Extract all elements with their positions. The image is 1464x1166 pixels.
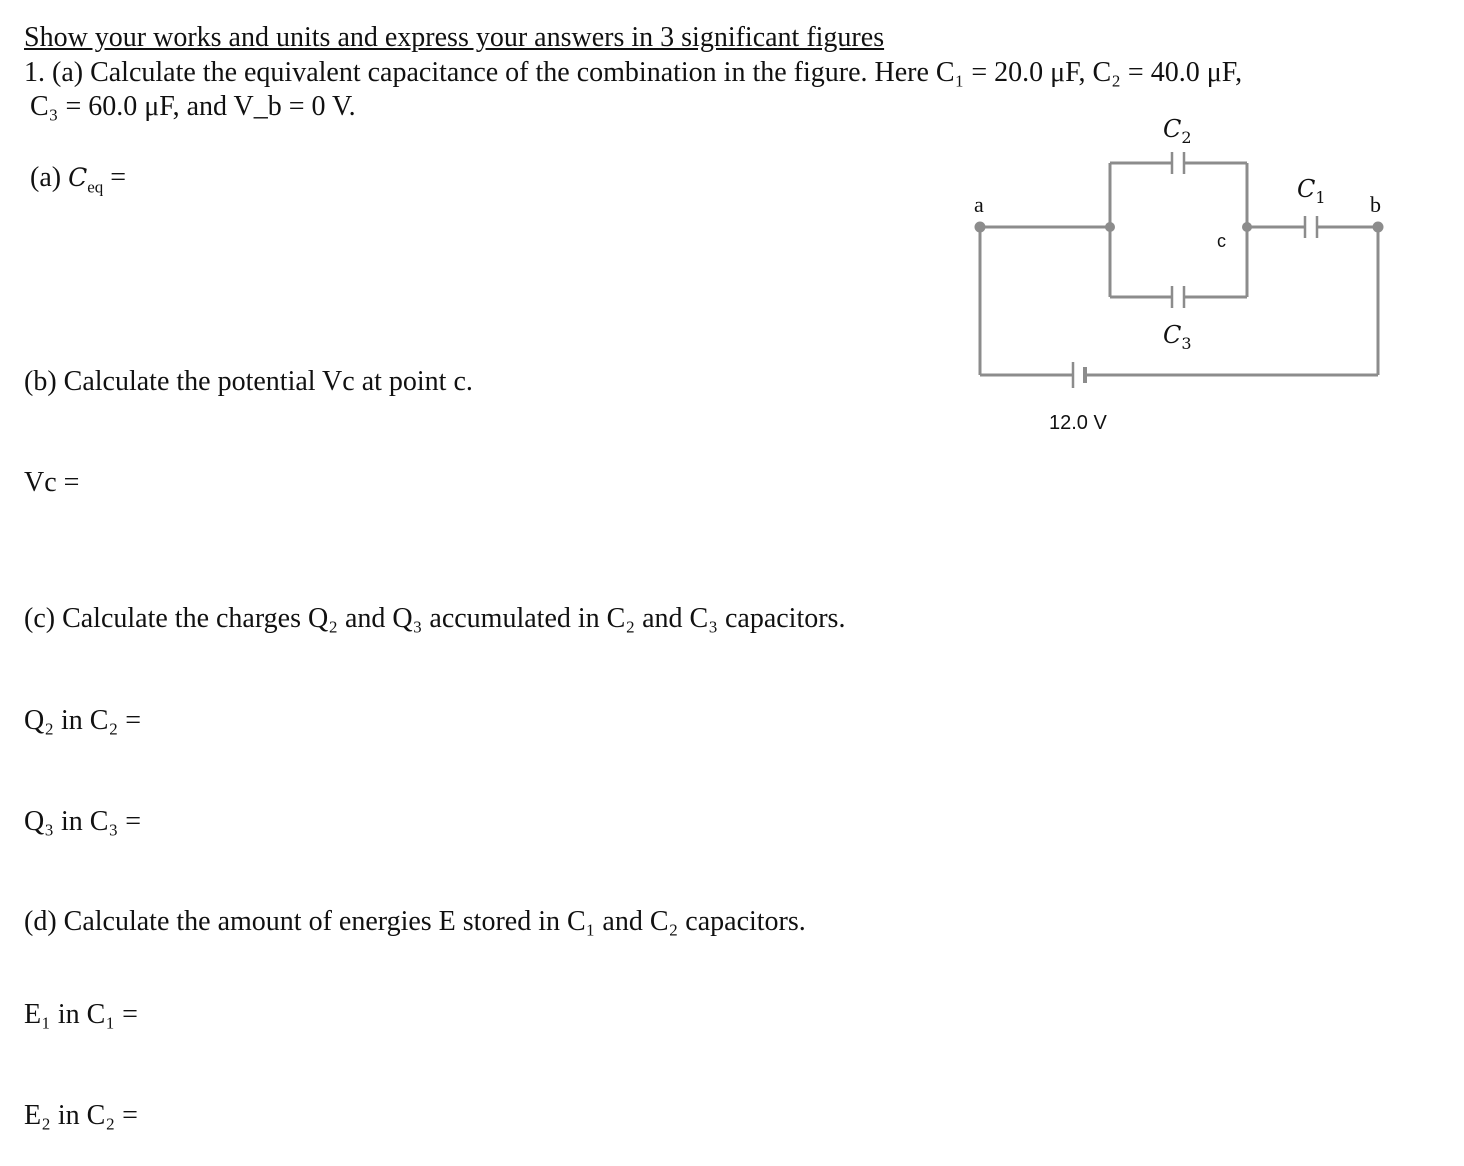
answer-a-ceq: (a) $C_{eq}$ =: [30, 162, 127, 197]
instructions-header: Show your works and units and express your answers in 3 significant figures: [24, 22, 885, 53]
prompt-b: (b) Calculate the potential Vc at point c.: [24, 366, 473, 397]
capacitor-c3: [1172, 286, 1184, 308]
question-1-line-1: 1. (a) Calculate the equivalent capacitance of the combination in the figure. Here C₁ = 20.0 μF, C₂ = 40.0 μF,: [24, 57, 1243, 88]
node-b: [1373, 222, 1384, 233]
prompt-d: (d) Calculate the amount of energies E stored in C₁ and C₂ capacitors.: [24, 906, 806, 937]
node-a: [975, 222, 986, 233]
answer-d-e1: E₁ in C₁ =: [24, 999, 138, 1030]
prompt-c: (c) Calculate the charges Q₂ and Q₃ accumulated in C₂ and C₃ capacitors.: [24, 603, 846, 634]
capacitor-c2: [1172, 152, 1184, 174]
capacitor-c1: [1305, 216, 1317, 238]
answer-c-q3: Q₃ in C₃ =: [24, 806, 141, 837]
label-c3: $C_3$: [1163, 321, 1192, 353]
answer-b-vc: Vc =: [24, 467, 80, 498]
node-c: [1242, 222, 1252, 232]
question-1-line-2: C₃ = 60.0 μF, and V_b = 0 V.: [30, 91, 356, 122]
node-left-junction: [1105, 222, 1115, 232]
answer-d-e2: E₂ in C₂ =: [24, 1100, 138, 1131]
label-a: a: [974, 192, 984, 217]
battery: [1073, 362, 1085, 388]
label-b: b: [1370, 192, 1381, 217]
answer-c-q2: Q₂ in C₂ =: [24, 705, 141, 736]
label-c: c: [1217, 231, 1226, 251]
label-c2: $C_2$: [1163, 115, 1192, 147]
label-c1: $C_1$: [1297, 175, 1326, 207]
battery-voltage-label: 12.0 V: [1049, 412, 1107, 434]
circuit-diagram: [950, 100, 1400, 440]
